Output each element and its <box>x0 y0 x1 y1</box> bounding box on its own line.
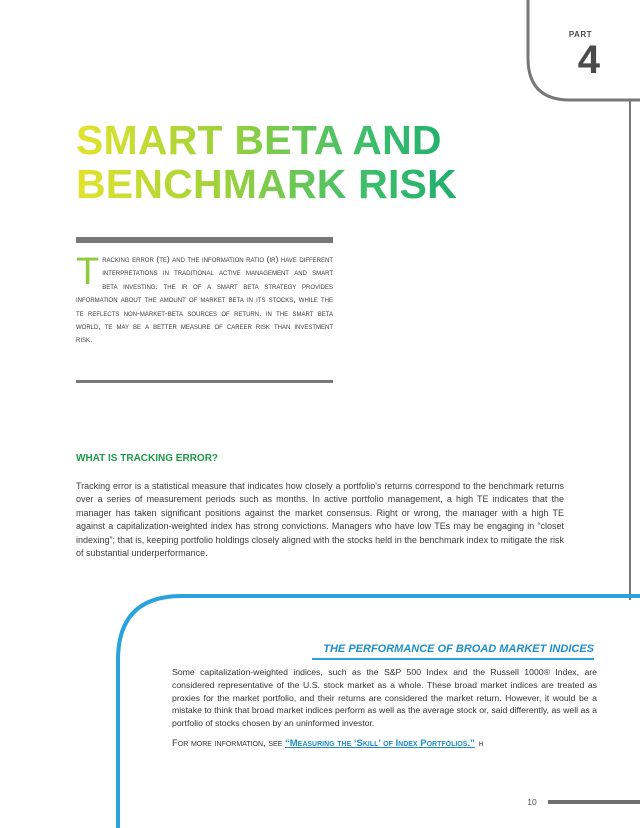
sidebar-body: Some capitalization-weighted indices, such as the S&P 500 Index and the Russell 1000® Index, are considered representative of the U.S. stock market as a whole. These broad market indices are treated as proxies for the market portfolio, and their returns are considered the market return. However, it would be a mistake to think that broad market indices perform as well as the average stock or, said differently, as well as a portfolio of stocks chosen by an uninformed investor. <box>172 667 597 729</box>
abstract-top-rule <box>76 237 333 243</box>
part-label: PART <box>568 30 592 39</box>
part-number: 4 <box>577 38 600 82</box>
abstract-dropcap: T <box>76 251 100 293</box>
h-icon: h <box>478 739 484 748</box>
section-heading: WHAT IS TRACKING ERROR? <box>76 453 219 464</box>
more-info-line <box>172 738 483 749</box>
abstract-text: racking error (te) and the information ratio (ir) have different interpretations in traditional active management and smart beta investing. the ir of a smart beta strategy provides information about the amount of market beta in its stocks, while the te reflects non-market-beta sources of return. in the smart beta world, te may be a better measure of career risk than investment risk. <box>76 254 333 345</box>
page-title <box>76 118 457 206</box>
more-info-prefix: For more information, see <box>172 738 285 749</box>
more-info-link[interactable]: “Measuring the ‘Skill’ of Index Portfolios.” <box>284 738 475 749</box>
section-body: Tracking error is a statistical measure that indicates how closely a portfolio's returns correspond to the benchmark returns over a series of measurement periods such as months. In active portfolio management, a high TE indicates that the manager has taken significant positions against the market consensus. Right or wrong, the manager with a high TE against a capitalization-weighted index has strong convictions. Managers who have low TEs may be engaging in “closet indexing”; that is, keeping portfolio holdings closely aligned with the stocks held in the benchmark index to mitigate the risk of substantial underperformance. <box>76 481 564 559</box>
sidebar-heading: THE PERFORMANCE OF BROAD MARKET INDICES <box>323 643 594 655</box>
abstract-bottom-rule <box>76 380 333 383</box>
title-line-2: BENCHMARK RISK <box>76 161 457 207</box>
title-line-1: SMART BETA AND <box>76 117 442 163</box>
abstract <box>76 253 333 347</box>
sidebar-heading-rule <box>312 658 594 660</box>
page-number: 10 <box>527 797 537 807</box>
page-number-rule <box>548 800 640 804</box>
